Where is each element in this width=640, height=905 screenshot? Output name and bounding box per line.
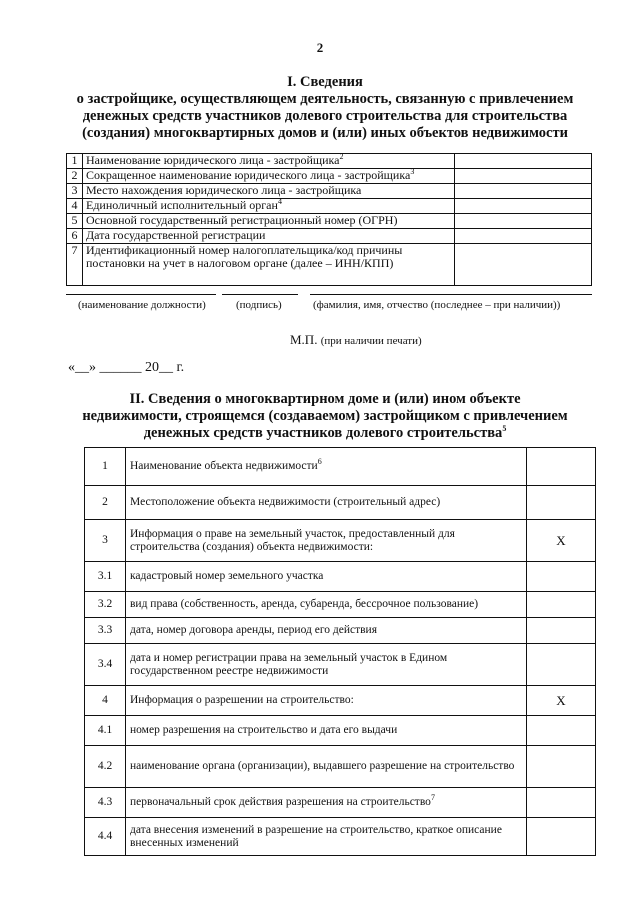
object-info-row-label: [126, 746, 527, 788]
signature-label: (подпись): [236, 299, 282, 311]
developer-info-row-footnote: 2: [339, 152, 344, 161]
object-info-row-value[interactable]: Х: [527, 520, 596, 562]
object-info-row-number: 4.4: [85, 818, 126, 856]
developer-info-row-text: Наименование юридического лица - застройщика: [86, 153, 340, 167]
section1-title-line1: I. Сведения: [287, 74, 363, 90]
developer-info-row-value[interactable]: [455, 229, 592, 244]
object-info-row-text: Местоположение объекта недвижимости (строительный адрес): [130, 496, 441, 508]
developer-info-row-number: 7: [67, 244, 83, 286]
object-info-row-label: [126, 618, 527, 644]
signature-block: [66, 294, 592, 314]
section1-title: [40, 74, 610, 142]
stamp-note: (при наличии печати): [320, 335, 422, 347]
object-info-row-value[interactable]: [527, 592, 596, 618]
object-info-row-value[interactable]: [527, 818, 596, 856]
developer-info-row-label: [83, 199, 455, 214]
section1-title-line3: денежных средств участников долевого строительства для строительства: [82, 108, 568, 124]
object-info-row-value[interactable]: [527, 746, 596, 788]
object-info-row-text: кадастровый номер земельного участка: [130, 570, 324, 582]
developer-info-row-label: [83, 184, 455, 199]
signature-line: [222, 294, 298, 295]
object-info-row-label: [126, 592, 527, 618]
object-info-row: [85, 448, 596, 486]
object-info-row-number: 2: [85, 486, 126, 520]
name-label: (фамилия, имя, отчество (последнее – при наличии)): [313, 299, 561, 311]
developer-info-row-value[interactable]: [455, 154, 592, 169]
position-label: (наименование должности): [78, 299, 206, 311]
object-info-row: [85, 716, 596, 746]
object-info-row-number: 3.2: [85, 592, 126, 618]
object-info-row-text: наименование органа (организации), выдавшего разрешение на строительство: [130, 760, 515, 772]
section2-title-line2: недвижимости, строящемся (создаваемом) застройщиком с привлечением: [82, 408, 568, 424]
developer-info-row-text: Идентификационный номер налогоплательщика/код причины постановки на учет в налоговом органе (далее – ИНН/КПП): [86, 243, 403, 270]
developer-info-row-text: Основной государственный регистрационный номер (ОГРН): [86, 213, 398, 227]
object-info-row: [85, 746, 596, 788]
developer-info-row-label: [83, 154, 455, 169]
object-info-row-number: 3.3: [85, 618, 126, 644]
developer-info-row-label: [83, 229, 455, 244]
stamp-mp: М.П.: [290, 332, 318, 347]
developer-info-row-value[interactable]: [455, 184, 592, 199]
developer-info-row-label: [83, 169, 455, 184]
object-info-row-text: первоначальный срок действия разрешения на строительство: [130, 796, 431, 808]
object-info-row-number: 4.1: [85, 716, 126, 746]
object-info-row-label: [126, 788, 527, 818]
object-info-row-label: [126, 562, 527, 592]
object-info-row: [85, 644, 596, 686]
object-info-row-label: [126, 686, 527, 716]
developer-info-row-value[interactable]: [455, 169, 592, 184]
object-info-row: [85, 592, 596, 618]
section2-title-line3: [40, 425, 610, 442]
object-info-row-footnote: 7: [430, 793, 435, 803]
developer-info-row: [67, 184, 592, 199]
object-info-row-value[interactable]: [527, 716, 596, 746]
developer-info-row-number: 6: [67, 229, 83, 244]
developer-info-row-value[interactable]: [455, 244, 592, 286]
object-info-row-value[interactable]: [527, 788, 596, 818]
section2-title-line3-text: денежных средств участников долевого строительства: [143, 425, 503, 441]
object-info-row-number: 4.2: [85, 746, 126, 788]
developer-info-row-number: 1: [67, 154, 83, 169]
object-info-row-value[interactable]: [527, 562, 596, 592]
object-info-row-number: 4.3: [85, 788, 126, 818]
object-info-row: [85, 486, 596, 520]
developer-info-row-footnote: 3: [410, 167, 415, 176]
object-info-row-value[interactable]: [527, 618, 596, 644]
developer-info-row-number: 2: [67, 169, 83, 184]
object-info-row-text: номер разрешения на строительство и дата его выдачи: [130, 724, 398, 736]
object-info-row-label: [126, 644, 527, 686]
section1-title-line4: (создания) многоквартирных домов и (или) иных объектов недвижимости: [82, 125, 568, 141]
developer-info-row-label: [83, 214, 455, 229]
developer-info-row: [67, 214, 592, 229]
object-info-row-label: [126, 818, 527, 856]
developer-info-table: [66, 153, 592, 286]
object-info-row-text: Наименование объекта недвижимости: [130, 460, 318, 472]
object-info-row: [85, 618, 596, 644]
developer-info-row-text: Место нахождения юридического лица - застройщика: [86, 183, 362, 197]
object-info-row-label: [126, 448, 527, 486]
developer-info-row: [67, 169, 592, 184]
developer-info-row-value[interactable]: [455, 199, 592, 214]
object-info-row-text: дата, номер договора аренды, период его действия: [130, 624, 378, 636]
object-info-row-text: дата внесения изменений в разрешение на строительство, краткое описание внесенных изменений: [130, 823, 502, 849]
date-line: «__» ______ 20__ г.: [68, 360, 185, 375]
object-info-row-text: Информация о праве на земельный участок, предоставленный для строительства (создания) объекта недвижимости:: [130, 527, 455, 553]
object-info-row-label: [126, 716, 527, 746]
developer-info-row-value[interactable]: [455, 214, 592, 229]
developer-info-row-text: Единоличный исполнительный орган: [86, 198, 278, 212]
object-info-row-number: 3: [85, 520, 126, 562]
object-info-row-value[interactable]: Х: [527, 686, 596, 716]
object-info-row-value[interactable]: [527, 448, 596, 486]
position-line: [66, 294, 216, 295]
object-info-row-footnote: 6: [317, 457, 322, 467]
developer-info-row: [67, 154, 592, 169]
object-info-row-number: 3.4: [85, 644, 126, 686]
name-line: [310, 294, 592, 295]
developer-info-row-footnote: 4: [277, 197, 282, 206]
developer-info-row-label: [83, 244, 455, 286]
object-info-row-number: 3.1: [85, 562, 126, 592]
section1-title-line2: о застройщике, осуществляющем деятельность, связанную с привлечением: [76, 91, 574, 107]
object-info-row-number: 4: [85, 686, 126, 716]
developer-info-row: [67, 199, 592, 214]
object-info-row: [85, 562, 596, 592]
developer-info-row: [67, 229, 592, 244]
object-info-row-label: [126, 486, 527, 520]
developer-info-row-number: 4: [67, 199, 83, 214]
developer-info-row-number: 5: [67, 214, 83, 229]
object-info-row-value[interactable]: [527, 644, 596, 686]
section2-title-footnote: 5: [502, 424, 507, 434]
object-info-row: [85, 788, 596, 818]
object-info-row: [85, 520, 596, 562]
object-info-row-label: [126, 520, 527, 562]
object-info-row: [85, 818, 596, 856]
object-info-table: [84, 447, 596, 856]
object-info-row-text: дата и номер регистрации права на земельный участок в Едином государственном реестре недвижимости: [130, 651, 448, 677]
page-number: 2: [316, 40, 324, 55]
developer-info-row: [67, 244, 592, 286]
developer-info-row-number: 3: [67, 184, 83, 199]
object-info-row-number: 1: [85, 448, 126, 486]
section2-title: [40, 391, 610, 442]
object-info-row-text: Информация о разрешении на строительство:: [130, 694, 354, 706]
section2-title-line1: II. Сведения о многоквартирном доме и (или) ином объекте: [129, 391, 521, 407]
object-info-row-value[interactable]: [527, 486, 596, 520]
developer-info-row-text: Дата государственной регистрации: [86, 228, 266, 242]
object-info-row: [85, 686, 596, 716]
developer-info-row-text: Сокращенное наименование юридического лица - застройщика: [86, 168, 411, 182]
stamp-place: [290, 332, 422, 348]
object-info-row-text: вид права (собственность, аренда, субаренда, бессрочное пользование): [130, 598, 479, 610]
